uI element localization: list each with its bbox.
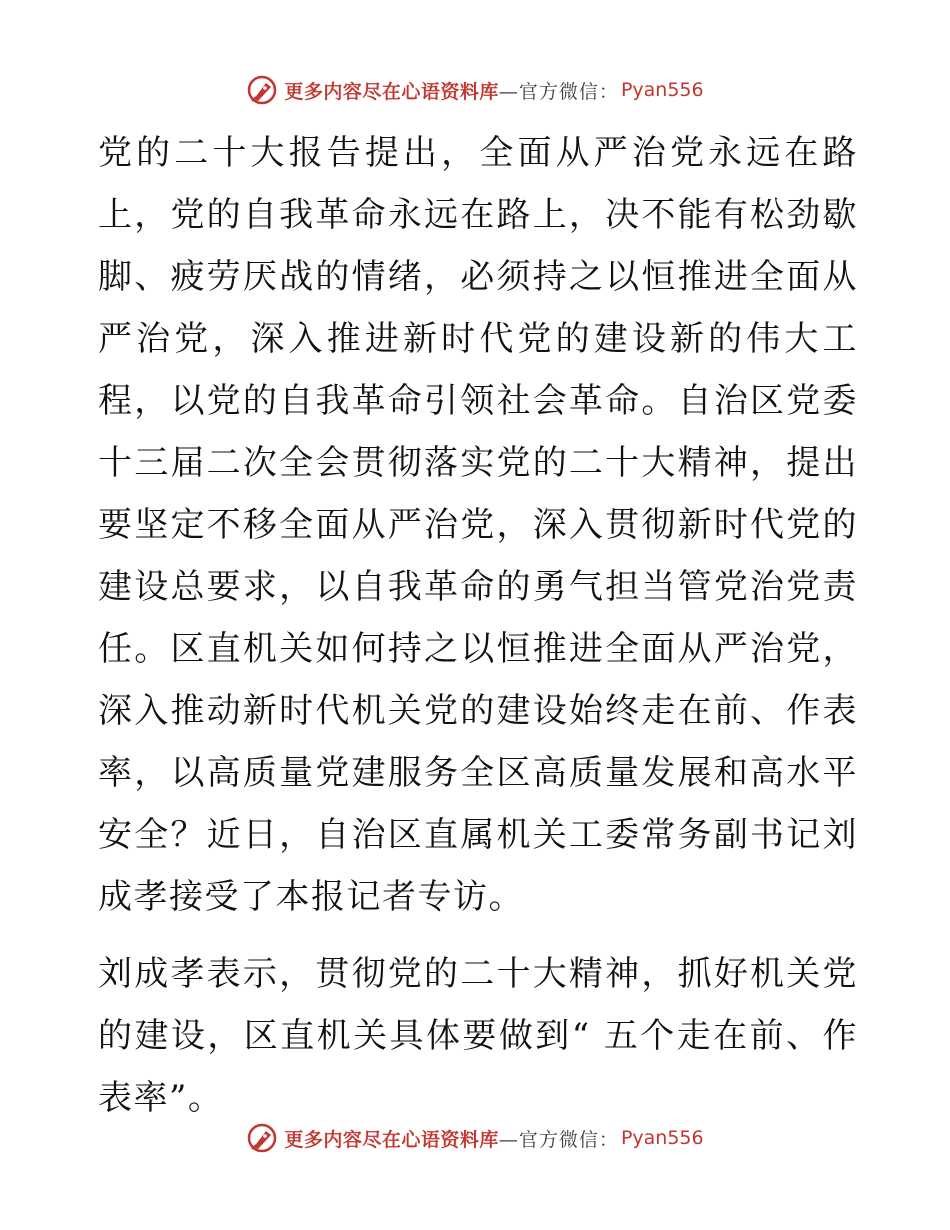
- pen-nib-circle-icon: [246, 1122, 278, 1154]
- article-body: [98, 122, 858, 1129]
- header-banner: [0, 70, 950, 110]
- banner-main-text: 更多内容尽在心语资料库: [284, 80, 499, 103]
- article-paragraph: 党的二十大报告提出，全面从严治党永远在路上，党的自我革命永远在路上，决不能有松劲歇脚、疲劳厌战的情绪，必须持之以恒推进全面从严治党，深入推进新时代党的建设新的伟大工程，以党的自我革命引领社会革命。自治区党委十三届二次全会贯彻落实党的二十大精神，提出要坚定不移全面从严治党，深入贯彻新时代党的建设总要求，以自我革命的勇气担当管党治党责任。区直机关如何持之以恒推进全面从严治党，深入推动新时代机关党的建设始终走在前、作表率，以高质量党建服务全区高质量发展和高水平安全？近日，自治区直属机关工委常务副书记刘成孝接受了本报记者专访。: [98, 133, 858, 917]
- banner-main-text: 更多内容尽在心语资料库: [284, 1128, 499, 1151]
- pen-nib-circle-icon: [246, 74, 278, 106]
- banner-official-text: —官方微信：: [498, 80, 619, 103]
- article-paragraph: 刘成孝表示，贯彻党的二十大精神，抓好机关党的建设，区直机关具体要做到“ 五个走在前、作表率”。: [98, 954, 858, 1118]
- banner-official-text: —官方微信：: [498, 1128, 619, 1151]
- banner-wechat-id: Pyan556: [620, 79, 704, 101]
- footer-banner: [0, 1118, 950, 1158]
- banner-wechat-id: Pyan556: [620, 1127, 704, 1149]
